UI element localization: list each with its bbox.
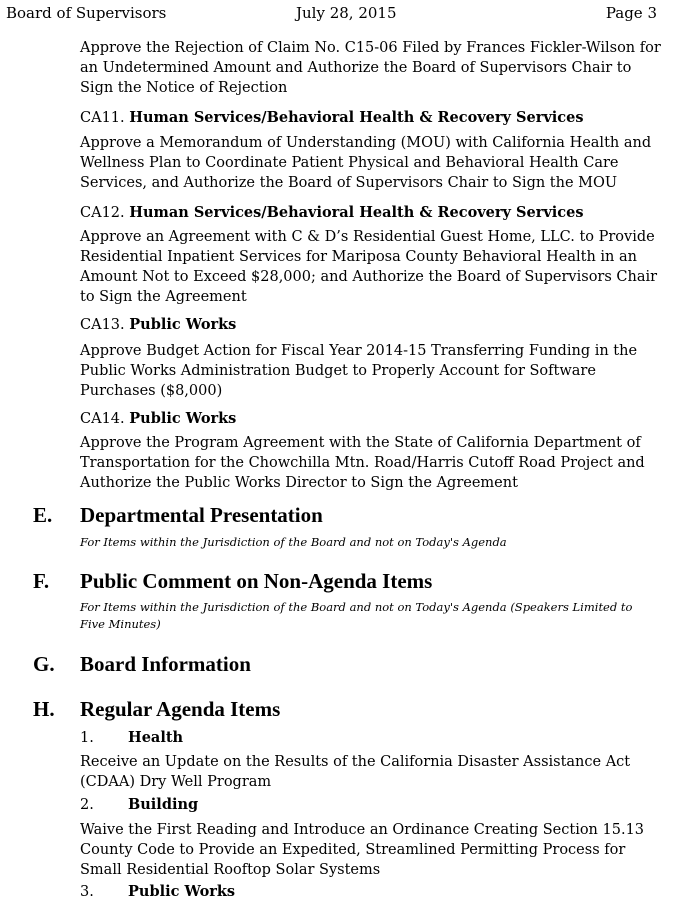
consent-item-code: CA13.: [80, 317, 125, 333]
agenda-item-department: Building: [128, 796, 199, 813]
consent-item-code: CA12.: [80, 205, 125, 221]
consent-item-text: Approve an Agreement with C & D’s Residential Guest Home, LLC. to Provide Residential Inpatient Services for Mariposa County Behavioral Health in an Amount Not to Exceed $28,000; and Authorize the Board of Supervisors Chair to Sign the Agreement: [80, 229, 658, 305]
section-note: For Items within the Jurisdiction of the Board and not on Today's Agenda (Speakers Limited to Five Minutes): [80, 600, 633, 631]
consent-item-department: Human Services/Behavioral Health & Recovery Services: [129, 204, 584, 221]
consent-item-text: Approve the Program Agreement with the State of California Department of Transportation for the Chowchilla Mtn. Road/Harris Cutoff Road Project and Authorize the Public Works Director to Sign the Agreement: [80, 435, 645, 491]
section-letter: F.: [33, 569, 50, 593]
section-letter: G.: [33, 652, 55, 676]
consent-item-heading: [80, 315, 665, 335]
header-date: July 28, 2015: [296, 4, 397, 22]
section-title: Departmental Presentation: [80, 503, 323, 527]
agenda-item-number: 3.: [80, 884, 94, 900]
consent-item-heading: [80, 409, 665, 429]
section-title: Board Information: [80, 652, 251, 676]
section-letter: E.: [33, 503, 53, 527]
header-board-name: Board of Supervisors: [6, 4, 167, 22]
consent-item-heading: [80, 203, 665, 223]
consent-item-department: Public Works: [129, 410, 237, 427]
consent-item-code: CA11.: [80, 110, 125, 126]
agenda-item-department: Health: [128, 729, 184, 746]
section-letter: H.: [33, 697, 55, 721]
consent-item-heading: [80, 108, 665, 128]
consent-item-department: Human Services/Behavioral Health & Recovery Services: [129, 109, 584, 126]
section-note: For Items within the Jurisdiction of the Board and not on Today's Agenda: [80, 535, 507, 549]
consent-item-code: CA14.: [80, 411, 125, 427]
consent-item-text: Approve the Rejection of Claim No. C15-06 Filed by Frances Fickler-Wilson for an Undetermined Amount and Authorize the Board of Supervisors Chair to Sign the Notice of Rejection: [80, 40, 661, 96]
section-title: Regular Agenda Items: [80, 697, 281, 721]
header-page-number: Page 3: [605, 4, 657, 22]
consent-item-department: Public Works: [129, 316, 237, 333]
agenda-item-number: 1.: [80, 730, 94, 746]
agenda-item-number: 2.: [80, 797, 94, 813]
agenda-item-text: Receive an Update on the Results of the California Disaster Assistance Act (CDAA) Dry Well Program: [80, 754, 631, 790]
section-title: Public Comment on Non-Agenda Items: [80, 569, 433, 593]
agenda-item-department: Public Works: [128, 883, 236, 900]
consent-item-text: Approve Budget Action for Fiscal Year 2014-15 Transferring Funding in the Public Works Administration Budget to Properly Account for Software Purchases ($8,000): [80, 343, 638, 399]
consent-agenda-list: [80, 38, 665, 493]
agenda-item-text: Waive the First Reading and Introduce an Ordinance Creating Section 15.13 County Code to Provide an Expedited, Streamlined Permitting Process for Small Residential Rooftop Solar Systems: [80, 822, 645, 878]
consent-item-text: Approve a Memorandum of Understanding (MOU) with California Health and Wellness Plan to Coordinate Patient Physical and Behavioral Health Care Services, and Authorize the Board of Supervisors Chair to Sign the MOU: [80, 135, 652, 191]
